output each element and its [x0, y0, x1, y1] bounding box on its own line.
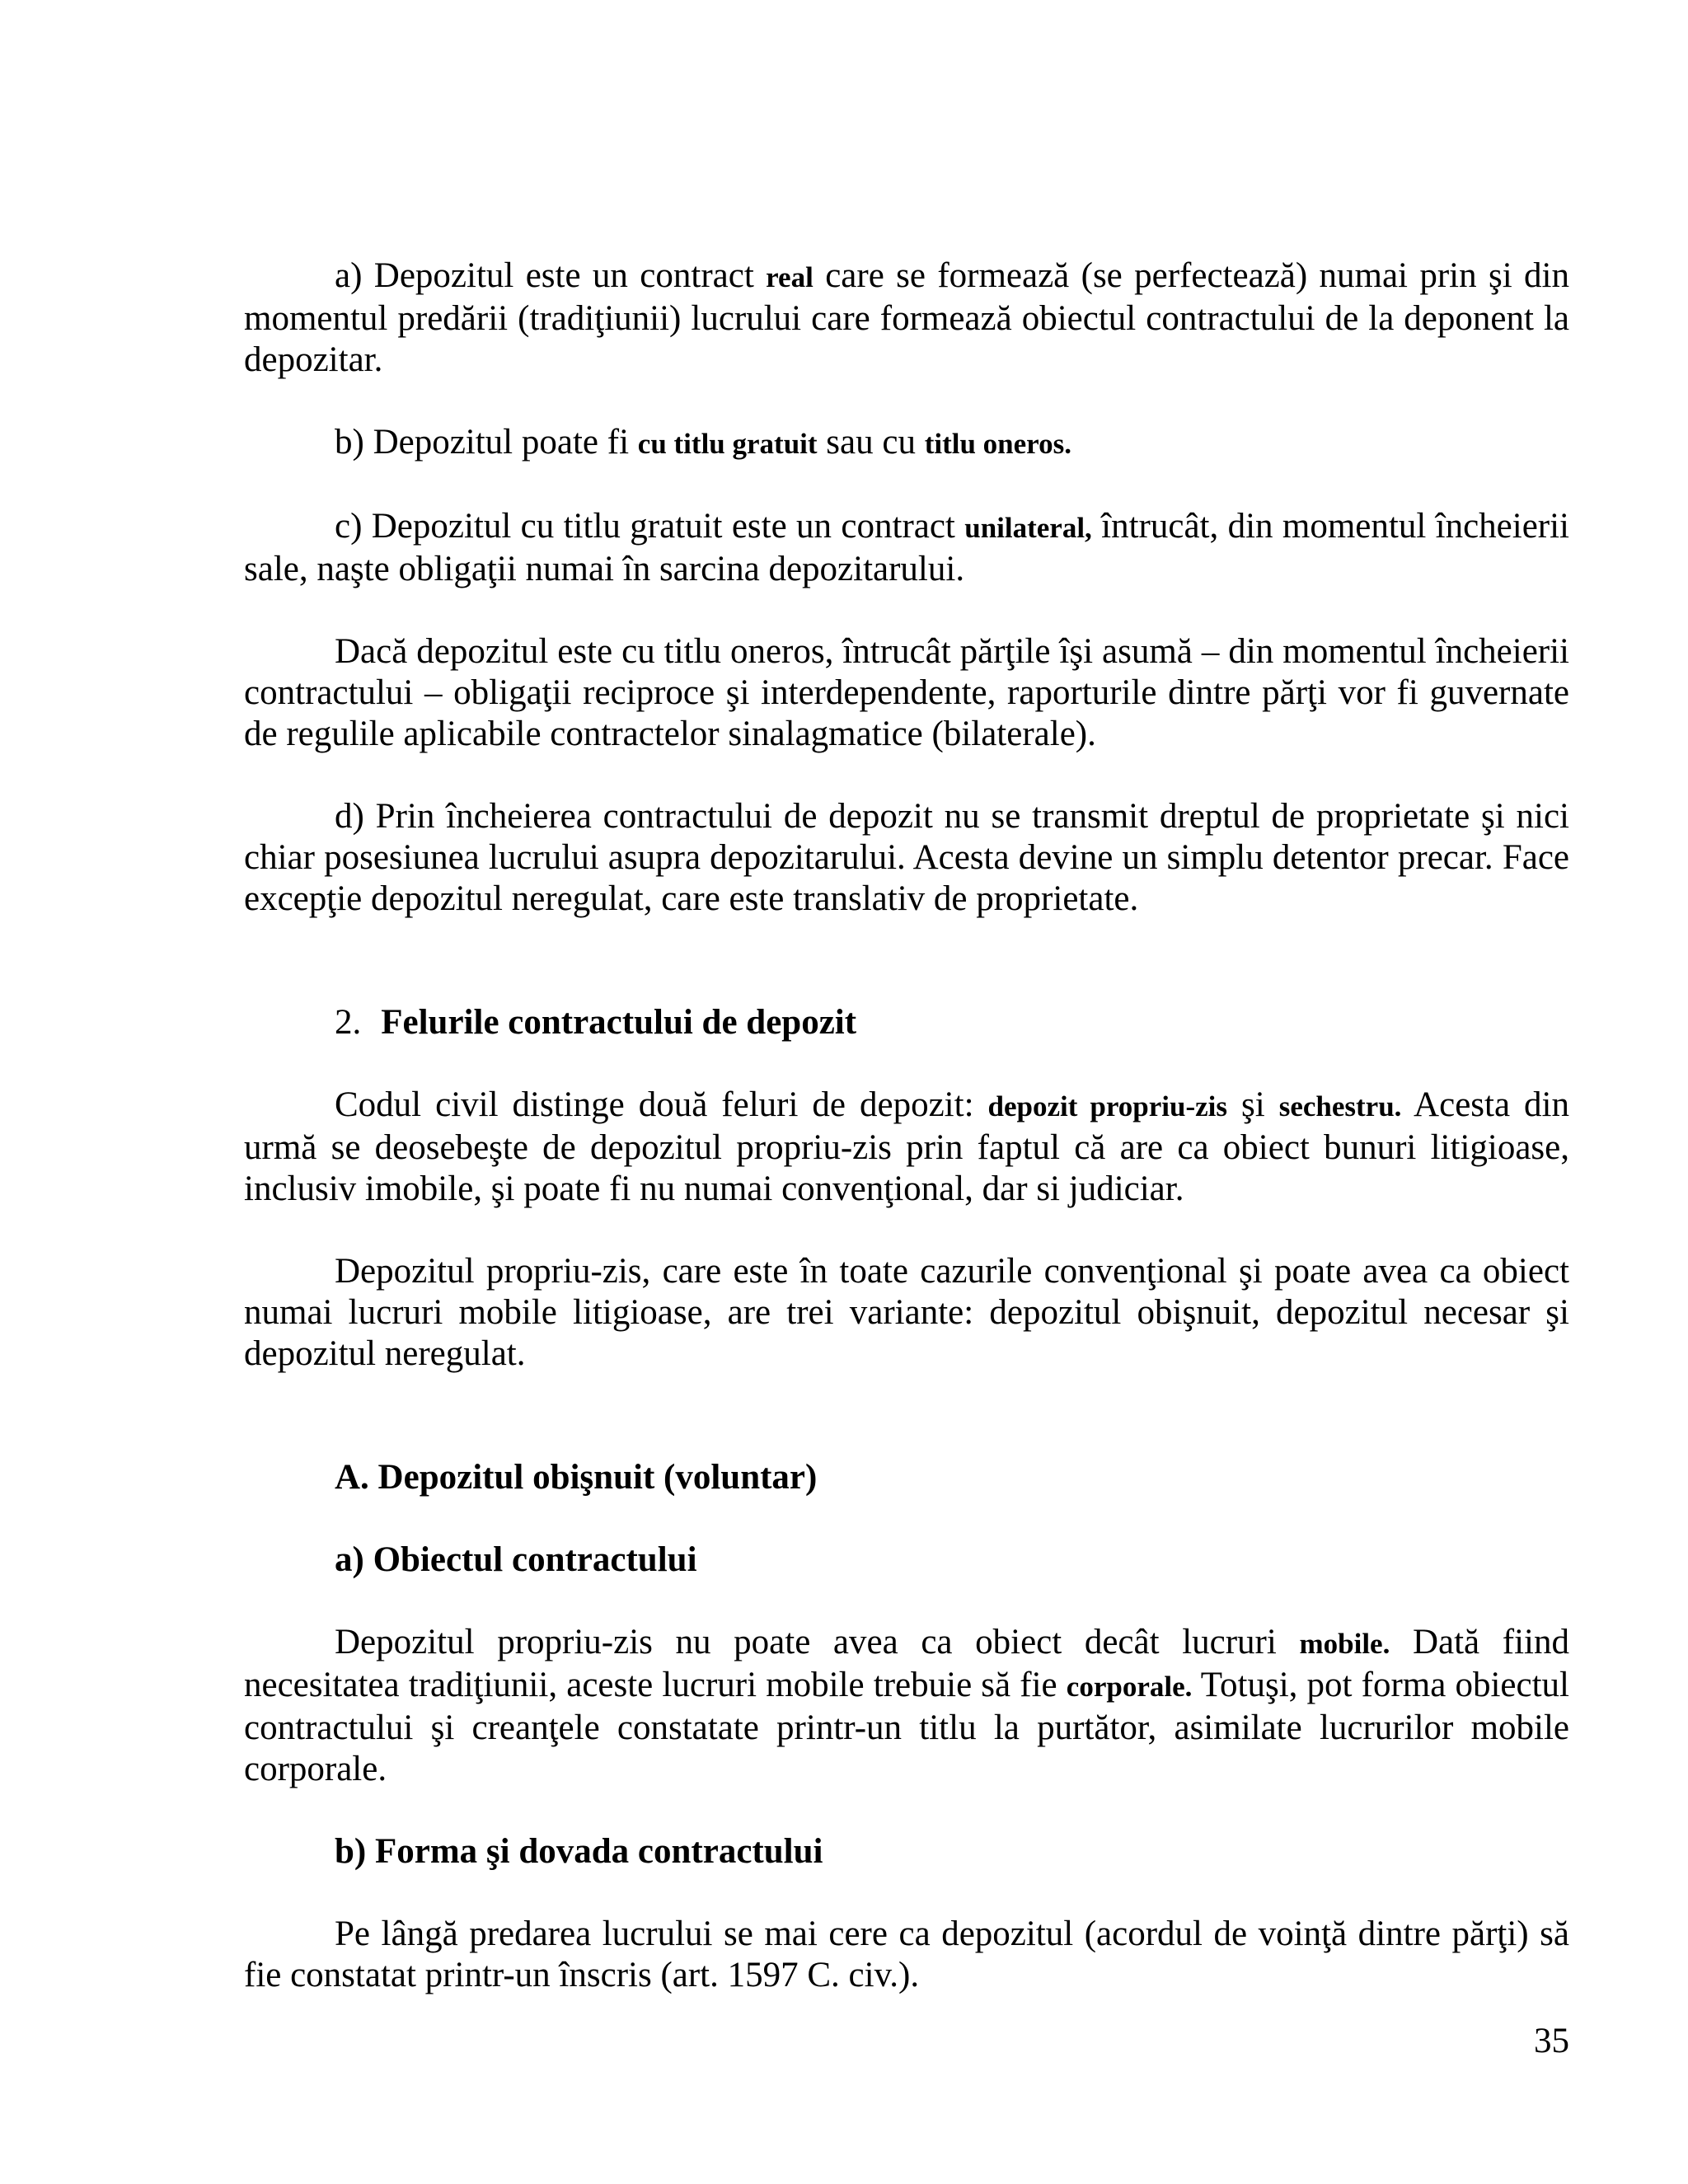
text: şi [1227, 1085, 1279, 1124]
text: c) Depozitul cu titlu gratuit este un contract [335, 507, 965, 546]
paragraph-gratuit-oneros [244, 422, 1569, 465]
text: sau cu [817, 423, 925, 462]
text: b) Depozitul poate fi [335, 423, 638, 462]
paragraph-detentor-precar: d) Prin încheierea contractului de depozit nu se transmit dreptul de proprietate şi nici chiar posesiunea lucrului asupra depozitarului. Acesta devine un simplu detentor precar. Face excepţie depozitul neregulat, care este translativ de proprietate. [244, 797, 1569, 918]
bold-term-real: real [766, 261, 814, 293]
paragraph-inscris: Pe lângă predarea lucrului se mai cere ca depozitul (acordul de voinţă dintre părţi) să fie constatat printr-un înscris (art. 1597 C. civ.). [244, 1915, 1569, 1994]
paragraph-unilateral [244, 506, 1569, 590]
text: a) Depozitul este un contract [335, 256, 767, 295]
bold-term-mobile: mobile. [1299, 1628, 1390, 1660]
paragraph-real-contract [244, 255, 1569, 381]
subsection-heading-depozit-obisnuit: A. Depozitul obişnuit (voluntar) [335, 1458, 818, 1497]
bold-term-sechestru: sechestru. [1278, 1090, 1402, 1122]
paragraph-oneros-bilateral: Dacă depozitul este cu titlu oneros, întrucât părţile îşi asumă – din momentul încheierii contractului – obligaţii reciproce şi interdependente, raporturile dintre părţi vor fi guvernate de regulile aplicabile contractelor sinalagmatice (bilaterale). [244, 632, 1569, 753]
section-number: 2. [335, 1003, 362, 1042]
page-body [244, 255, 1569, 1996]
text: Totuşi, pot forma obiectul contractului şi creanţele constatate printr-un titlu la purtător, asimilate lucrurilor mobile corporale. [244, 1666, 1569, 1788]
text: care se formează (se perfectează) numai prin şi din momentul predării (tradiţiunii) lucrului care formează obiectul contractului de la deponent la depozitar. [244, 256, 1569, 379]
text: întrucât, din momentul încheierii sale, naşte obligaţii numai în sarcina depozitarului. [244, 507, 1569, 588]
section-heading-felurile [244, 1002, 1569, 1043]
paragraph-trei-variante: Depozitul propriu-zis, care este în toate cazurile convenţional şi poate avea ca obiect numai lucruri mobile litigioase, are trei variante: depozitul obişnuit, depozitul necesar şi depozitul neregulat. [244, 1252, 1569, 1373]
bold-term-gratuit: cu titlu gratuit [637, 428, 818, 460]
section-title: Felurile contractului de depozit [381, 1003, 857, 1042]
bold-term-corporale: corporale. [1066, 1671, 1193, 1703]
text: Depozitul propriu-zis nu poate avea ca obiect decât lucruri [335, 1623, 1300, 1661]
bold-term-oneros: titlu oneros. [924, 428, 1071, 460]
text: Dată fiind necesitatea tradiţiunii, aceste lucruri mobile trebuie să fie [244, 1623, 1569, 1704]
subsection-heading-forma: b) Forma şi dovada contractului [335, 1832, 823, 1871]
text: Codul civil distinge două feluri de depozit: [335, 1085, 988, 1124]
page-number: 35 [1534, 2022, 1569, 2060]
subsection-heading-obiectul: a) Obiectul contractului [335, 1540, 697, 1579]
paragraph-obiect-mobile [244, 1622, 1569, 1790]
text: Acesta din urmă se deosebeşte de depozitul propriu-zis prin faptul că are ca obiect bunuri litigioase, inclusiv imobile, şi poate fi nu numai convenţional, dar si judiciar. [244, 1085, 1569, 1208]
bold-term-unilateral: unilateral, [964, 512, 1092, 544]
bold-term-propriu-zis: depozit propriu-zis [987, 1090, 1228, 1122]
paragraph-codul-civil [244, 1085, 1569, 1210]
